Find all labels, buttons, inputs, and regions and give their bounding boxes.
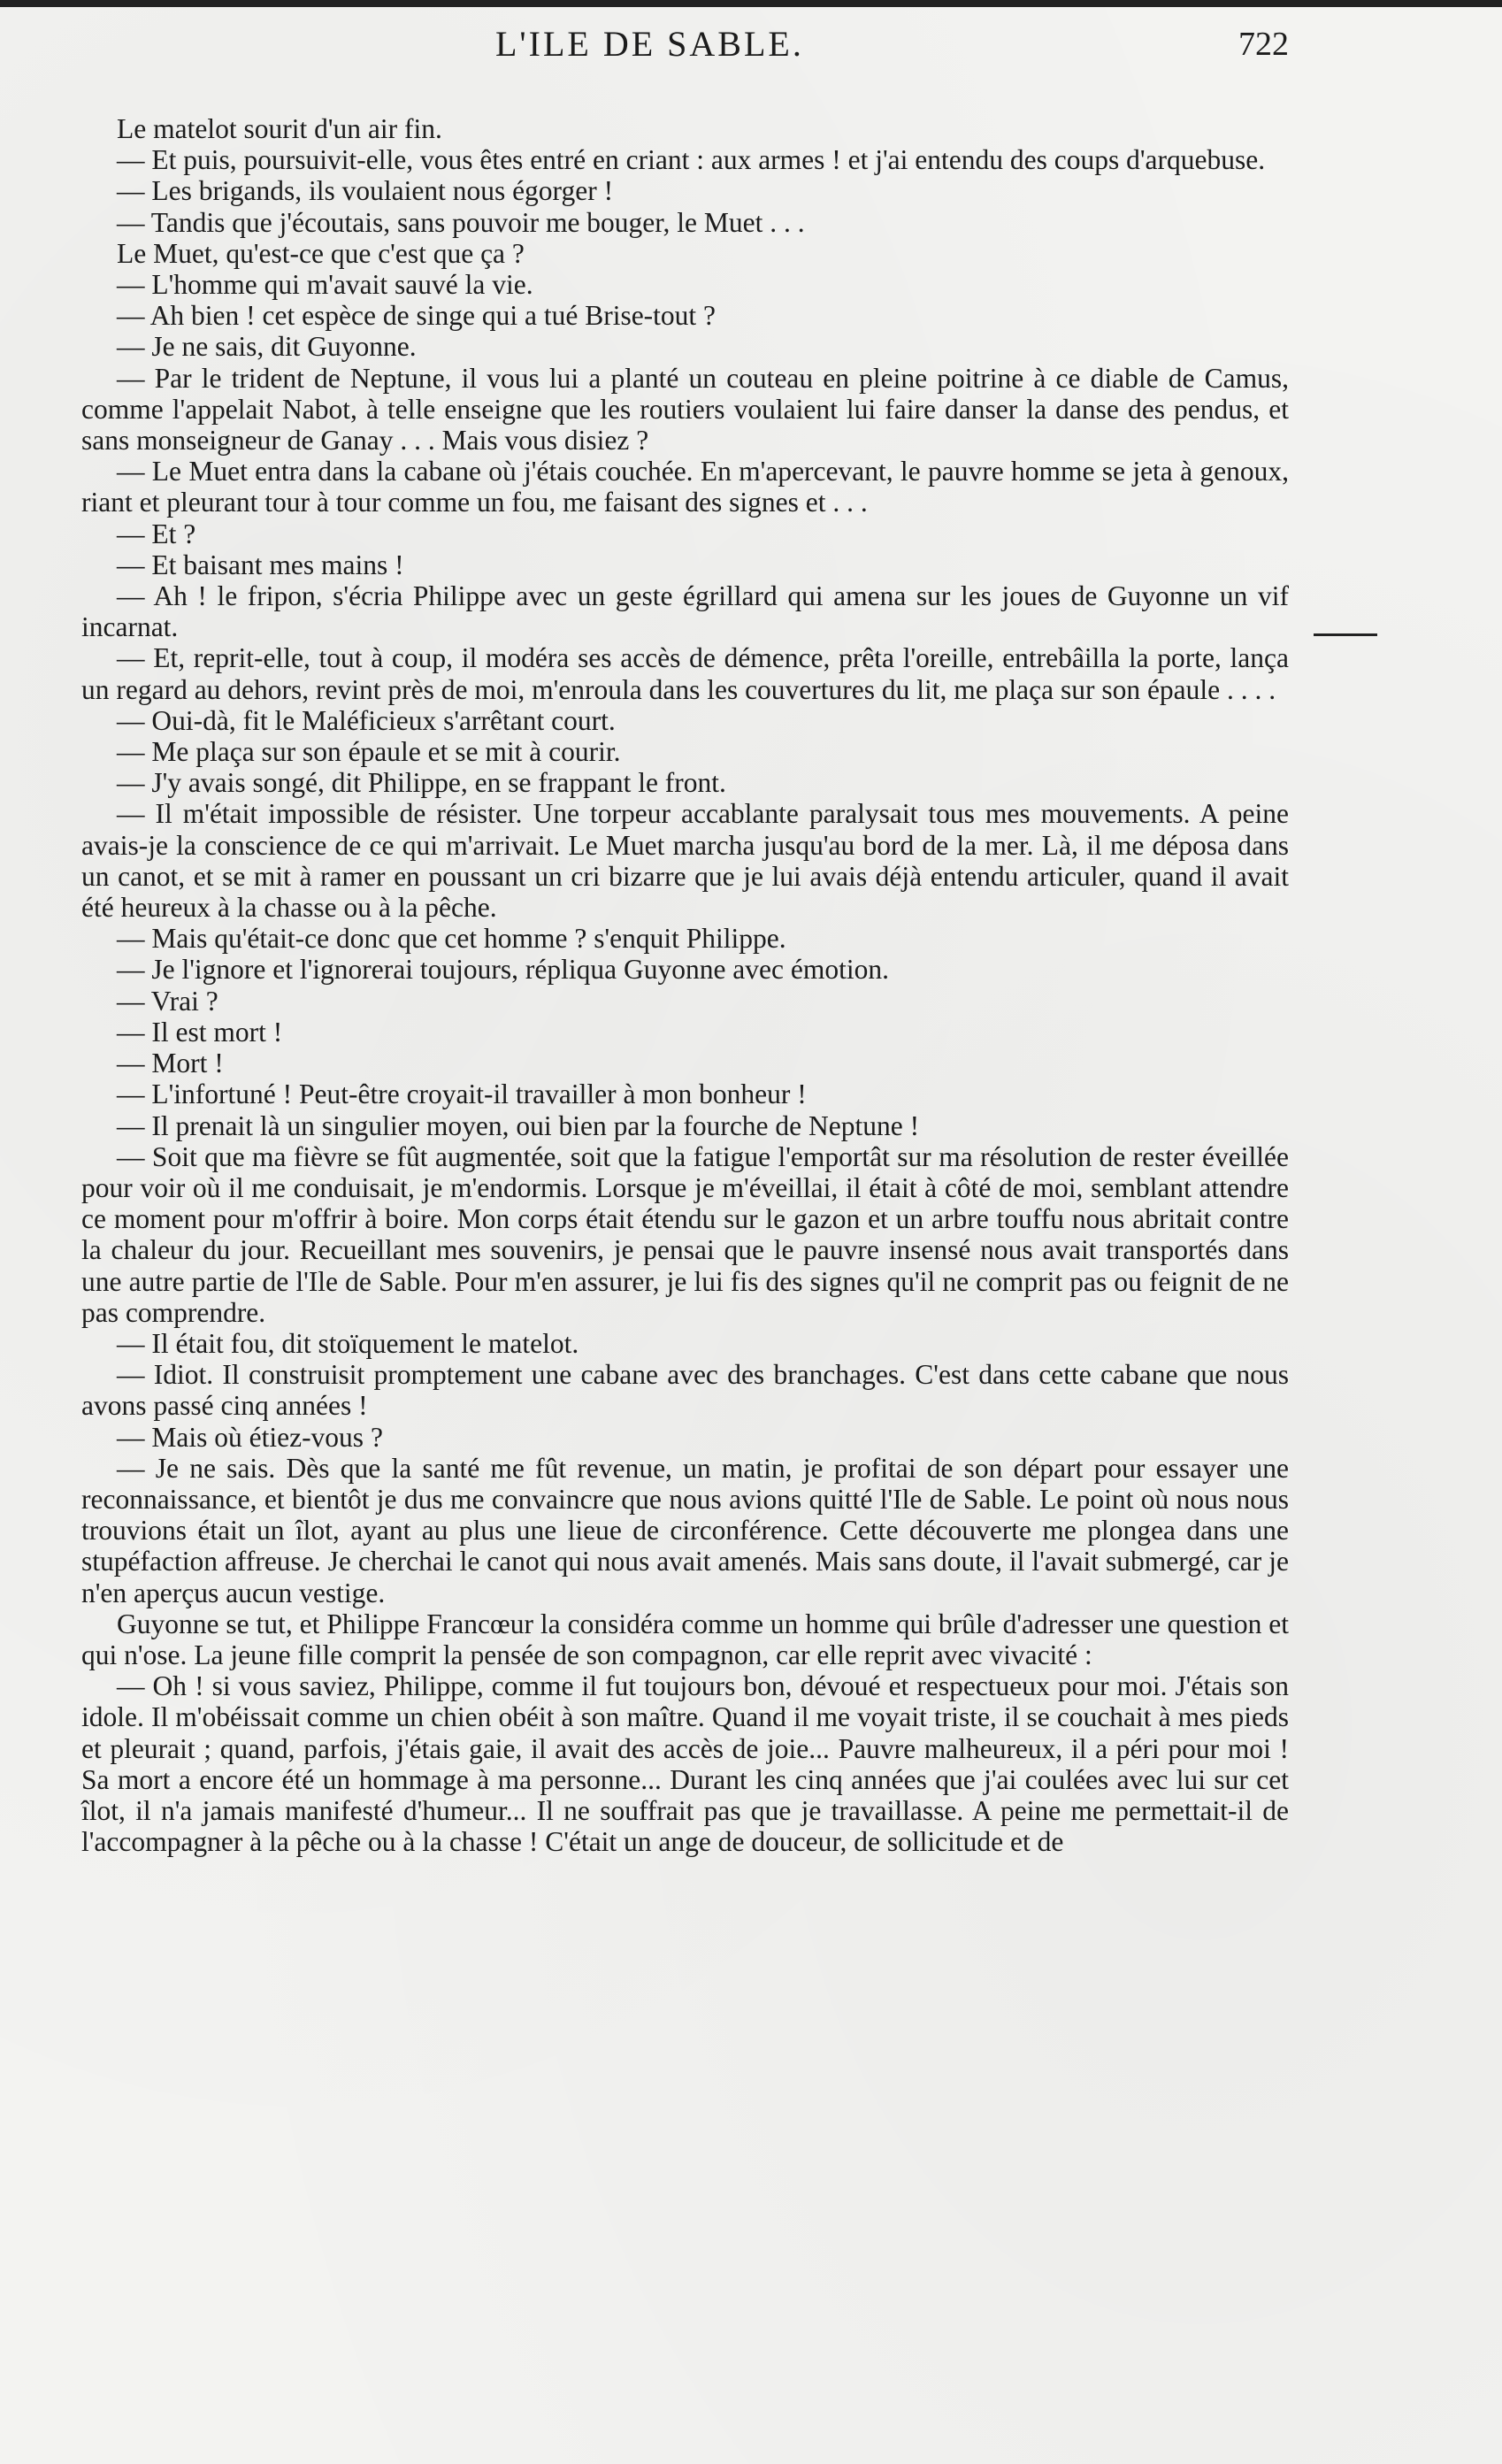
paragraph: — Je l'ignore et l'ignorerai toujours, répliqua Guyonne avec émotion. xyxy=(117,954,889,986)
paragraph: Guyonne se tut, et Philippe Francœur la considéra comme un homme qui brûle d'adresser une question et qui n'ose. La jeune fille comprit la pensée de son compagnon, car elle reprit avec vivacité : xyxy=(81,1608,1289,1670)
paragraph: — Oui-dà, fit le Maléficieux s'arrêtant court. xyxy=(117,704,616,736)
running-title: L'ILE DE SABLE. xyxy=(495,24,804,64)
paragraph: — Mais où étiez-vous ? xyxy=(117,1421,383,1453)
scan-edge xyxy=(0,0,1502,7)
page-number: 722 xyxy=(1238,26,1289,63)
paragraph: — Vrai ? xyxy=(117,985,218,1017)
paragraph: — Et ? xyxy=(117,518,196,549)
paragraph: — Il est mort ! xyxy=(117,1016,283,1048)
margin-rule xyxy=(1314,633,1377,636)
paragraph: — L'homme qui m'avait sauvé la vie. xyxy=(117,269,533,301)
paragraph: — J'y avais songé, dit Philippe, en se frappant le front. xyxy=(117,767,726,799)
paragraph: — Ah ! le fripon, s'écria Philippe avec un geste égrillard qui amena sur les joues de Guyonne un vif incarnat. xyxy=(81,580,1289,643)
paragraph: — Par le trident de Neptune, il vous lui a planté un couteau en pleine poitrine à ce diable de Camus, comme l'appelait Nabot, à telle enseigne que les routiers voulaient lui faire danser la danse des pendus, et sans monseigneur de Ganay . . . Mais vous disiez ? xyxy=(81,362,1289,457)
paragraph: Le Muet, qu'est-ce que c'est que ça ? xyxy=(117,237,525,269)
paragraph: — Il était fou, dit stoïquement le matelot. xyxy=(117,1327,579,1359)
paragraph: — Me plaça sur son épaule et se mit à courir. xyxy=(117,736,621,768)
page-header xyxy=(0,18,1502,71)
paragraph: — Et, reprit-elle, tout à coup, il modéra ses accès de démence, prêta l'oreille, entrebâilla la porte, lança un regard au dehors, revint près de moi, m'enroula dans les couvertures du lit, me plaça sur son épaule . . . . xyxy=(81,642,1289,705)
body-text xyxy=(81,113,1289,1857)
paragraph: Le matelot sourit d'un air fin. xyxy=(117,113,442,144)
paragraph: — Et puis, poursuivit-elle, vous êtes entré en criant : aux armes ! et j'ai entendu des coups d'arquebuse. xyxy=(117,144,1266,176)
paragraph: — Mais qu'était-ce donc que cet homme ? s'enquit Philippe. xyxy=(117,923,786,955)
paragraph: — Je ne sais, dit Guyonne. xyxy=(117,331,417,363)
paragraph: — Les brigands, ils voulaient nous égorger ! xyxy=(117,175,614,207)
paragraph: — L'infortuné ! Peut-être croyait-il travailler à mon bonheur ! xyxy=(117,1078,807,1110)
paragraph: — Il m'était impossible de résister. Une torpeur accablante paralysait tous mes mouvements. A peine avais-je la conscience de ce qui m'arrivait. Le Muet marcha jusqu'au bord de la mer. Là, il me déposa dans un canot, et se mit à ramer en poussant un cri bizarre que je lui avais déjà entendu articuler, quand il avait été heureux à la chasse ou à la pêche. xyxy=(81,798,1289,924)
paragraph: — Je ne sais. Dès que la santé me fût revenue, un matin, je profitai de son départ pour essayer une reconnaissance, et bientôt je dus me convaincre que nous avions quitté l'Ile de Sable. Le point où nous nous trouvions était un îlot, ayant au plus une lieue de circonférence. Cette découverte me plongea dans une stupéfaction affreuse. Je cherchai le canot qui nous avait amenés. Mais sans doute, il l'avait submergé, car je n'en aperçus aucun vestige. xyxy=(81,1452,1289,1608)
paragraph: — Mort ! xyxy=(117,1048,224,1079)
paragraph: — Soit que ma fièvre se fût augmentée, soit que la fatigue l'emportât sur ma résolution de rester éveillée pour voir où il me conduisait, je m'endormis. Lorsque je m'éveillai, il était à côté de moi, semblant attendre ce moment pour m'offrir à boire. Mon corps était étendu sur le gazon et un arbre touffu nous abritait contre la chaleur du jour. Recueillant mes souvenirs, je pensai que le pauvre insensé nous avait transportés dans une autre partie de l'Ile de Sable. Pour m'en assurer, je lui fis des signes qu'il ne comprit pas ou feignit de ne pas comprendre. xyxy=(81,1140,1289,1328)
paragraph: — Oh ! si vous saviez, Philippe, comme il fut toujours bon, dévoué et respectueux pour moi. J'étais son idole. Il m'obéissait comme un chien obéit à son maître. Quand il me voyait triste, il se couchait à mes pieds et pleurait ; quand, parfois, j'étais gaie, il avait des accès de joie... Pauvre malheureux, il a péri pour moi ! Sa mort a encore été un hommage à ma personne... Durant les cinq années que j'ai coulées avec lui sur cet îlot, il n'a jamais manifesté d'humeur... Il ne souffrait pas que je travaillasse. A peine me permettait-il de l'accompagner à la pêche ou à la chasse ! C'était un ange de douceur, de sollicitude et de xyxy=(81,1670,1289,1858)
paragraph: — Et baisant mes mains ! xyxy=(117,549,404,580)
paragraph: — Ah bien ! cet espèce de singe qui a tué Brise-tout ? xyxy=(117,300,717,332)
paragraph: — Le Muet entra dans la cabane où j'étais couchée. En m'apercevant, le pauvre homme se jeta à genoux, riant et pleurant tour à tour comme un fou, me faisant des signes et . . . xyxy=(81,456,1289,518)
paragraph: — Il prenait là un singulier moyen, oui bien par la fourche de Neptune ! xyxy=(117,1109,920,1141)
paragraph: — Idiot. Il construisit promptement une cabane avec des branchages. C'est dans cette cabane que nous avons passé cinq années ! xyxy=(81,1359,1289,1422)
paragraph: — Tandis que j'écoutais, sans pouvoir me bouger, le Muet . . . xyxy=(117,206,805,238)
